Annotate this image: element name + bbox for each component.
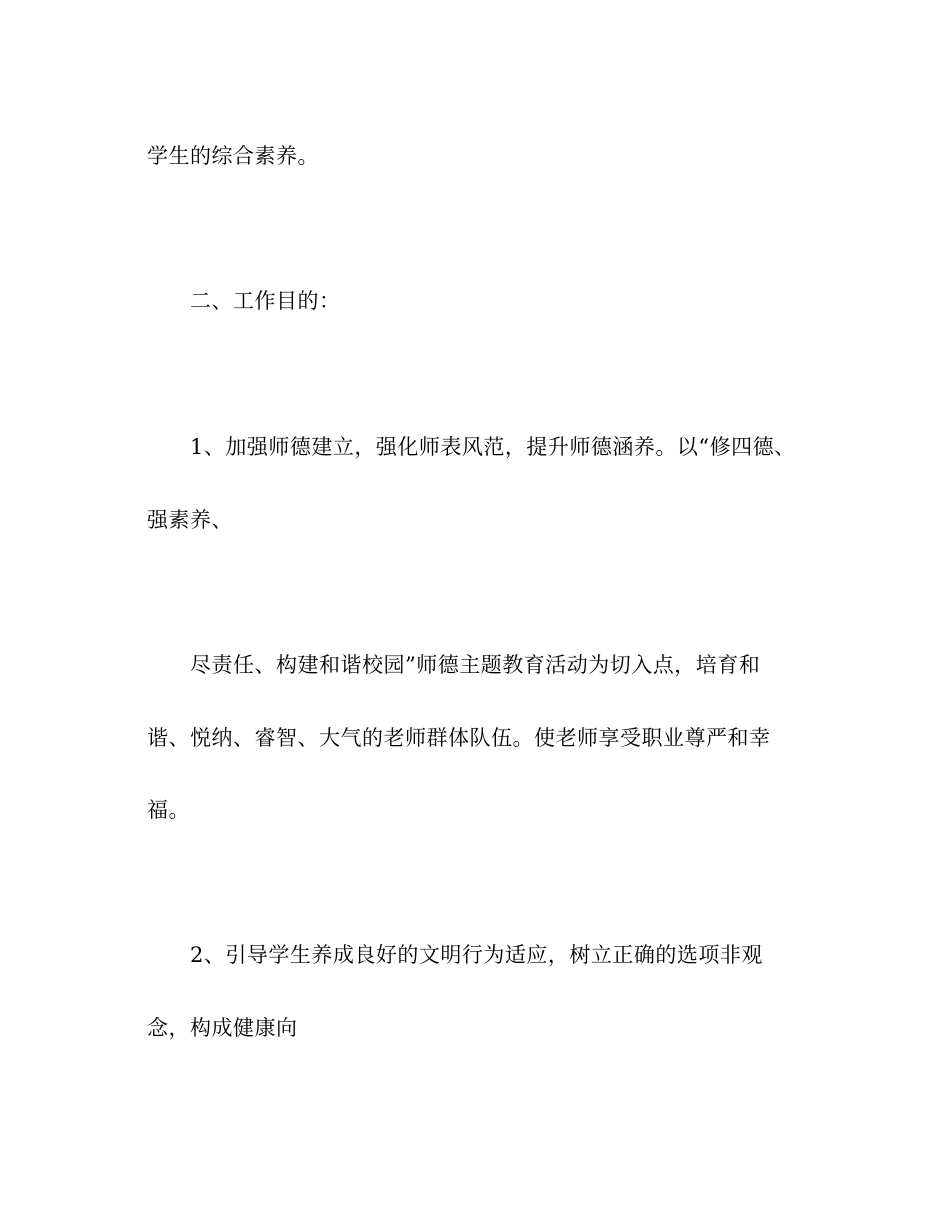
text-line: 谐、悦纳、睿智、大气的老师群体队伍。使老师享受职业尊严和幸 (147, 726, 771, 750)
text-line: 强素养、 (147, 508, 233, 532)
text-line: 2、引导学生养成良好的文明行为适应，树立正确的选项非观 (190, 943, 763, 967)
text-line: 学生的综合素养。 (147, 144, 319, 168)
section-heading: 二、工作目的： (190, 289, 341, 313)
text-line: 尽责任、构建和谐校园”师德主题教育活动为切入点，培育和 (190, 653, 761, 677)
text-line: 福。 (147, 798, 190, 822)
text-line: 念，构成健康向 (147, 1016, 298, 1040)
text-line: 1、加强师德建立，强化师表风范，提升师德涵养。以“修四德、 (190, 435, 796, 459)
